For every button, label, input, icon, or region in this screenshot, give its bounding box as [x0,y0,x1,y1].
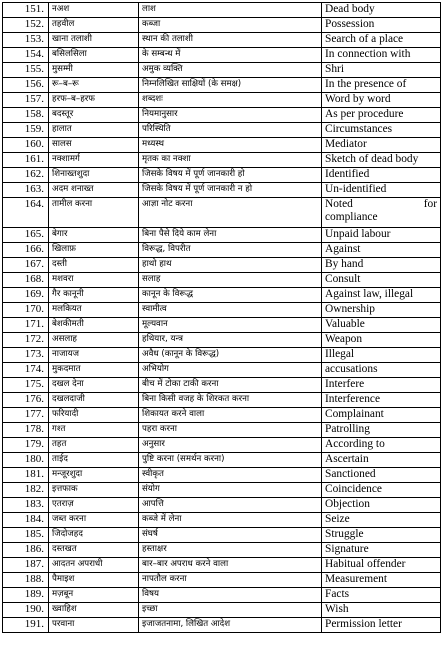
english-meaning-line [325,198,437,211]
english-meaning: Objection [322,498,441,513]
urdu-term: मज़बून [49,588,139,603]
urdu-term: तहवील [49,18,139,33]
english-meaning: Ownership [322,303,441,318]
english-meaning: Consult [322,273,441,288]
urdu-term: बसिलसिला [49,48,139,63]
english-meaning: Coincidence [322,483,441,498]
hindi-meaning: स्वीकृत [139,468,322,483]
hindi-meaning: स्थान की तलाशी [139,33,322,48]
urdu-term: मशवरा [49,273,139,288]
entry-number: 191. [3,618,49,633]
english-meaning: As per procedure [322,108,441,123]
entry-number: 176. [3,393,49,408]
english-meaning: Possession [322,18,441,33]
english-meaning: Circumstances [322,123,441,138]
english-meaning-part: for [423,198,437,210]
hindi-meaning: इजाजतनामा, लिखित आदेश [139,618,322,633]
table-row [3,408,441,423]
english-meaning: Weapon [322,333,441,348]
hindi-meaning: नापतौल करना [139,573,322,588]
entry-number: 157. [3,93,49,108]
english-meaning: Patrolling [322,423,441,438]
table-row [3,303,441,318]
table-row [3,348,441,363]
table-row [3,123,441,138]
entry-number: 179. [3,438,49,453]
table-row [3,243,441,258]
hindi-meaning: जिसके विषय में पूर्ण जानकारी हो [139,168,322,183]
english-meaning: Complainant [322,408,441,423]
entry-number: 162. [3,168,49,183]
english-meaning-part: Noted [325,198,353,210]
urdu-term: नअश [49,3,139,18]
entry-number: 175. [3,378,49,393]
urdu-term: मन्जूरशुदा [49,468,139,483]
entry-number: 165. [3,228,49,243]
hindi-meaning: कब्जा [139,18,322,33]
hindi-meaning: कब्जे में लेना [139,513,322,528]
urdu-term: असलाह [49,333,139,348]
english-meaning: Interfere [322,378,441,393]
hindi-meaning: हस्ताक्षर [139,543,322,558]
english-meaning: Un-identified [322,183,441,198]
hindi-meaning: संघर्ष [139,528,322,543]
english-meaning: Facts [322,588,441,603]
table-row [3,78,441,93]
hindi-meaning: इच्छा [139,603,322,618]
table-row [3,18,441,33]
english-meaning: In connection with [322,48,441,63]
entry-number: 174. [3,363,49,378]
entry-number: 151. [3,3,49,18]
urdu-term: सालस [49,138,139,153]
entry-number: 180. [3,453,49,468]
hindi-meaning: विषय [139,588,322,603]
english-meaning-part: compliance [325,211,378,223]
glossary-table [2,2,441,633]
table-row [3,48,441,63]
english-meaning: Mediator [322,138,441,153]
hindi-meaning: हाथो हाथ [139,258,322,273]
hindi-meaning: जिसके विषय में पूर्ण जानकारी न हो [139,183,322,198]
entry-number: 186. [3,543,49,558]
english-meaning: Seize [322,513,441,528]
glossary-table-container [2,2,440,633]
english-meaning: Measurement [322,573,441,588]
hindi-meaning: बार–बार अपराध करने वाला [139,558,322,573]
hindi-meaning: विरूद्ध, विपरीत [139,243,322,258]
urdu-term: जिदोजहद [49,528,139,543]
entry-number: 167. [3,258,49,273]
english-meaning: Permission letter [322,618,441,633]
hindi-meaning: शिकायत करने वाला [139,408,322,423]
hindi-meaning: स्वामीत्व [139,303,322,318]
english-meaning: Sketch of dead body [322,153,441,168]
table-row [3,3,441,18]
hindi-meaning: नियमानुसार [139,108,322,123]
entry-number: 168. [3,273,49,288]
entry-number: 163. [3,183,49,198]
english-meaning [322,198,441,228]
entry-number: 170. [3,303,49,318]
urdu-term: खिलाफ़ [49,243,139,258]
table-row [3,153,441,168]
entry-number: 164. [3,198,49,228]
hindi-meaning: बीच में टोका टाकी करना [139,378,322,393]
hindi-meaning: अनुसार [139,438,322,453]
urdu-term: दस्ती [49,258,139,273]
urdu-term: बेशकीमती [49,318,139,333]
english-meaning: Identified [322,168,441,183]
table-row [3,168,441,183]
urdu-term: दस्तखत [49,543,139,558]
table-row [3,393,441,408]
table-row [3,453,441,468]
entry-number: 154. [3,48,49,63]
table-row [3,288,441,303]
hindi-meaning: परिस्थिति [139,123,322,138]
english-meaning: Interference [322,393,441,408]
english-meaning: Sanctioned [322,468,441,483]
english-meaning: Illegal [322,348,441,363]
entry-number: 159. [3,123,49,138]
hindi-meaning: मध्यस्थ [139,138,322,153]
urdu-term: मलकियत [49,303,139,318]
entry-number: 183. [3,498,49,513]
entry-number: 155. [3,63,49,78]
hindi-meaning: निम्नलिखित साक्षियों (के समक्ष) [139,78,322,93]
urdu-term: मुकदमात [49,363,139,378]
entry-number: 172. [3,333,49,348]
entry-number: 156. [3,78,49,93]
urdu-term: ताईद [49,453,139,468]
table-row [3,363,441,378]
english-meaning: Ascertain [322,453,441,468]
urdu-term: आदतन अपराधी [49,558,139,573]
urdu-term: ख्वाहिश [49,603,139,618]
urdu-term: इत्तफाक [49,483,139,498]
entry-number: 161. [3,153,49,168]
english-meaning: Signature [322,543,441,558]
hindi-meaning: हथियार, यन्त्र [139,333,322,348]
table-row [3,603,441,618]
english-meaning: Wish [322,603,441,618]
table-row [3,558,441,573]
english-meaning: Valuable [322,318,441,333]
english-meaning: Dead body [322,3,441,18]
hindi-meaning: कानून के विरूद्ध [139,288,322,303]
urdu-term: रू–ब–रू [49,78,139,93]
table-row [3,618,441,633]
hindi-meaning: शब्दशः [139,93,322,108]
table-row [3,528,441,543]
english-meaning: Shri [322,63,441,78]
entry-number: 189. [3,588,49,603]
entry-number: 185. [3,528,49,543]
urdu-term: बदस्तूर [49,108,139,123]
english-meaning: Word by word [322,93,441,108]
hindi-meaning: अमुक व्यक्ति [139,63,322,78]
urdu-term: हालात [49,123,139,138]
entry-number: 178. [3,423,49,438]
table-row [3,318,441,333]
table-row [3,438,441,453]
urdu-term: शिनाख्तशुदा [49,168,139,183]
english-meaning: Search of a place [322,33,441,48]
hindi-meaning: सलाह [139,273,322,288]
entry-number: 182. [3,483,49,498]
entry-number: 153. [3,33,49,48]
table-row [3,198,441,228]
urdu-term: गैर कानूनी [49,288,139,303]
entry-number: 169. [3,288,49,303]
hindi-meaning: मूल्यवान [139,318,322,333]
entry-number: 152. [3,18,49,33]
urdu-term: हरफ–ब–हरफ [49,93,139,108]
hindi-meaning: आपत्ति [139,498,322,513]
urdu-term: मुसम्मी [49,63,139,78]
hindi-meaning: लाश [139,3,322,18]
table-row [3,273,441,288]
table-row [3,138,441,153]
urdu-term: दखलदाजी [49,393,139,408]
table-row [3,63,441,78]
hindi-meaning: आज्ञा नोट करना [139,198,322,228]
urdu-term: दखल देना [49,378,139,393]
hindi-meaning: बिना पैसे दिये काम लेना [139,228,322,243]
english-meaning: Habitual offender [322,558,441,573]
english-meaning: According to [322,438,441,453]
entry-number: 187. [3,558,49,573]
hindi-meaning: पुष्टि करना (समर्थन करना) [139,453,322,468]
urdu-term: जब्त करना [49,513,139,528]
urdu-term: परवाना [49,618,139,633]
hindi-meaning: के सम्बन्ध में [139,48,322,63]
english-meaning: Against law, illegal [322,288,441,303]
urdu-term: खाना तलाशी [49,33,139,48]
table-row [3,588,441,603]
urdu-term: एतराज़ [49,498,139,513]
hindi-meaning: बिना किसी वजह के शिरकत करना [139,393,322,408]
hindi-meaning: मृतक का नक्शा [139,153,322,168]
urdu-term: पैमाइश [49,573,139,588]
english-meaning: accusations [322,363,441,378]
urdu-term: अदम शनाख्त [49,183,139,198]
urdu-term: तामील करना [49,198,139,228]
table-row [3,573,441,588]
urdu-term: तहत [49,438,139,453]
table-row [3,183,441,198]
table-row [3,378,441,393]
table-row [3,423,441,438]
hindi-meaning: पहरा करना [139,423,322,438]
entry-number: 171. [3,318,49,333]
table-row [3,483,441,498]
hindi-meaning: अवैध (कानून के विरूद्ध) [139,348,322,363]
entry-number: 173. [3,348,49,363]
hindi-meaning: संयोग [139,483,322,498]
urdu-term: गश्त [49,423,139,438]
entry-number: 177. [3,408,49,423]
urdu-term: नक्शामर्ग [49,153,139,168]
glossary-rows [3,3,441,633]
entry-number: 181. [3,468,49,483]
table-row [3,228,441,243]
table-row [3,33,441,48]
english-meaning: In the presence of [322,78,441,93]
table-row [3,498,441,513]
table-row [3,333,441,348]
english-meaning: Struggle [322,528,441,543]
table-row [3,513,441,528]
entry-number: 158. [3,108,49,123]
table-row [3,543,441,558]
urdu-term: नाजायज [49,348,139,363]
english-meaning: Unpaid labour [322,228,441,243]
urdu-term: बेगार [49,228,139,243]
english-meaning: Against [322,243,441,258]
entry-number: 166. [3,243,49,258]
entry-number: 188. [3,573,49,588]
hindi-meaning: अभियोग [139,363,322,378]
table-row [3,258,441,273]
entry-number: 184. [3,513,49,528]
table-row [3,93,441,108]
urdu-term: फरियादी [49,408,139,423]
table-row [3,468,441,483]
entry-number: 190. [3,603,49,618]
english-meaning: By hand [322,258,441,273]
entry-number: 160. [3,138,49,153]
table-row [3,108,441,123]
